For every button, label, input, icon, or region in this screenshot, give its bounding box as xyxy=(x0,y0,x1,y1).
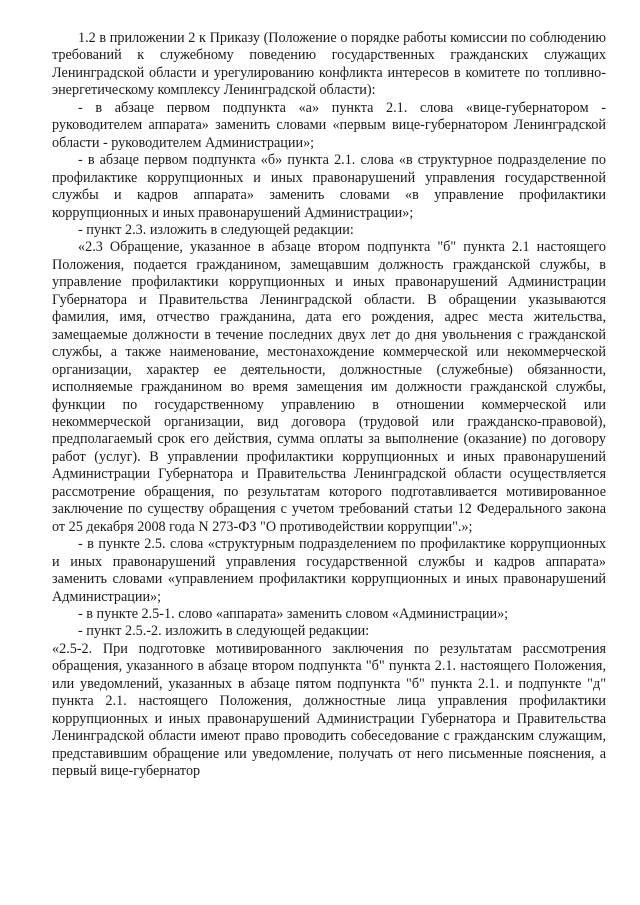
paragraph-point-2-5: - в пункте 2.5. слова «структурным подразделением по профилактике коррупционных и иных правонарушений управления государственной службы и кадров аппарата» заменить словами «управлением профилактики коррупционных и иных правонарушений Администрации»; xyxy=(52,536,606,605)
paragraph-point-2-5-2-text: «2.5-2. При подготовке мотивированного заключения по результатам рассмотрения обращения, указанного в абзаце втором подпункта "б" пункта 2.1. настоящего Положения, или уведомлений, указанных в абзаце пятом подпункта "б" пункта 2.1. и подпункте "д" пункта 2.1. настоящего Положения, должностные лица управления профилактики коррупционных и иных правонарушений Администрации Губернатора и Правительства Ленинградской области имеют право проводить собеседование с гражданским служащим, представившим обращение или уведомление, получать от него письменные пояснения, а первый вице-губернатор xyxy=(52,640,606,780)
paragraph-subpoint-b: - в абзаце первом подпункта «б» пункта 2.1. слова «в структурное подразделение по профилактике коррупционных и иных правонарушений управления государственной службы и кадров аппарата» заменить словами «в управление профилактики коррупционных и иных правонарушений Администрации»; xyxy=(52,152,606,221)
paragraph-point-2-3-text: «2.3 Обращение, указанное в абзаце втором подпункта "б" пункта 2.1 настоящего Положения, подается гражданином, замещавшим должность гражданской службы, в управление профилактики коррупционных и иных правонарушений Администрации Губернатора и Правительства Ленинградской области. В обращении указываются фамилия, имя, отчество гражданина, дата его рождения, адрес места жительства, замещаемые должности в течение последних двух лет до дня увольнения с гражданской службы, а также наименование, местонахождение коммерческой или некоммерческой организации, характер ее деятельности, должностные (служебные) обязанности, исполняемые гражданином во время замещения им должности гражданской службы, функции по государственному управлению в отношении коммерческой или некоммерческой организации, вид договора (трудовой или гражданско-правовой), предполагаемый срок его действия, сумма оплаты за выполнение (оказание) по договору работ (услуг). В управлении профилактики коррупционных и иных правонарушений Администрации Губернатора и Правительства Ленинградской области осуществляется рассмотрение обращения, по результатам которого подготавливается мотивированное заключение по существу обращения с учетом требований статьи 12 Федерального закона от 25 декабря 2008 года N 273-ФЗ "О противодействии коррупции".»; xyxy=(52,239,606,535)
paragraph-point-2-5-2-heading: - пункт 2.5.-2. изложить в следующей редакции: xyxy=(78,623,370,640)
paragraph-point-2-5-1: - в пункте 2.5-1. слово «аппарата» заменить словом «Администрации»; xyxy=(78,605,509,622)
paragraph-point-2-3-heading: - пункт 2.3. изложить в следующей редакции: xyxy=(78,221,354,238)
paragraph-subpoint-a: - в абзаце первом подпункта «а» пункта 2.1. слова «вице-губернатором - руководителем аппарата» заменить словами «первым вице-губернатором Ленинградской области - руководителем Администрации»; xyxy=(52,99,606,151)
paragraph-1-2-intro: 1.2 в приложении 2 к Приказу (Положение о порядке работы комиссии по соблюдению требований к служебному поведению государственных гражданских служащих Ленинградской области и урегулированию конфликта интересов в комитете по топливно-энергетическому комплексу Ленинградской области): xyxy=(52,30,606,99)
